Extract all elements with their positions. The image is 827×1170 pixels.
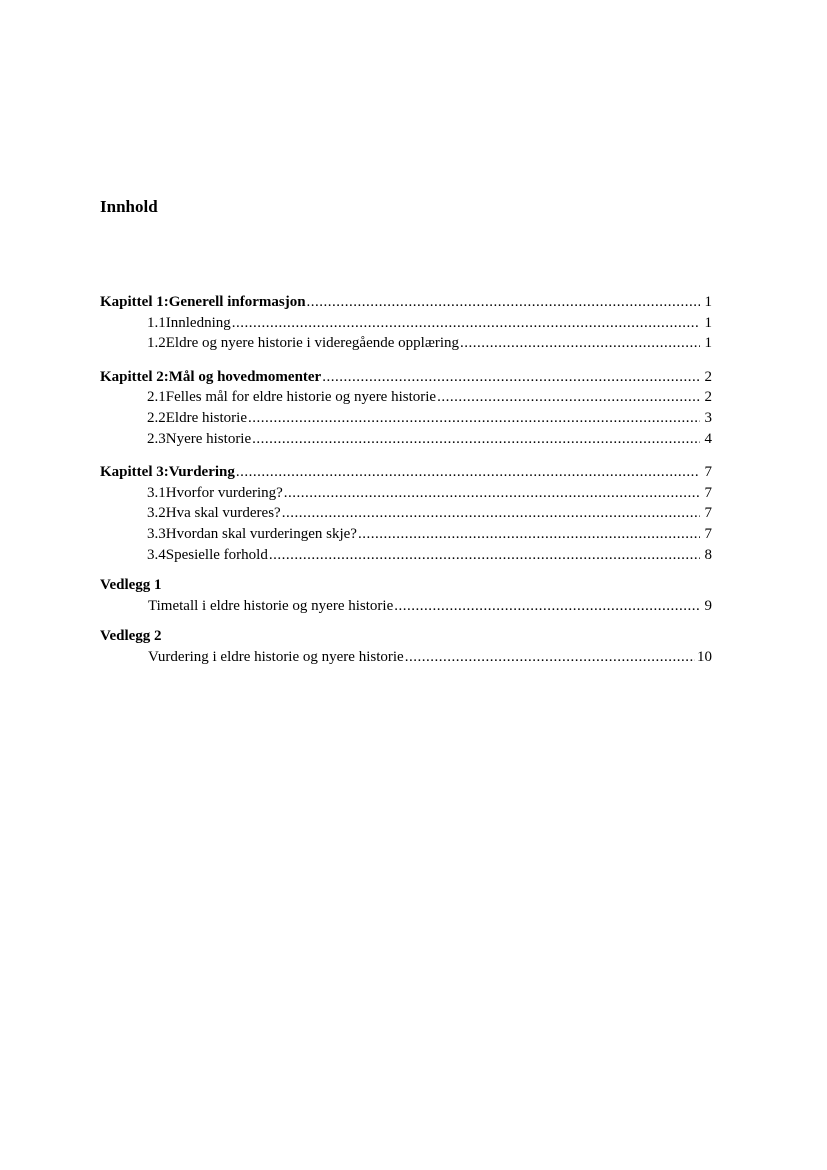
spacer <box>100 449 712 462</box>
section-title: Innledning <box>165 314 231 331</box>
chapter-title: Mål og hovedmomenter <box>168 368 322 385</box>
toc-entry-2-1[interactable] <box>100 387 712 408</box>
section-title: Hva skal vurderes? <box>165 505 281 522</box>
toc-entry-1-2[interactable] <box>100 333 712 354</box>
dot-leader <box>405 647 695 668</box>
page-number: 1 <box>704 314 712 331</box>
page-number: 10 <box>697 648 712 665</box>
appendix-1-label: Vedlegg 1 <box>100 577 162 594</box>
page-number: 7 <box>704 464 712 481</box>
section-title: Eldre og nyere historie i videregående opplæring <box>165 335 459 352</box>
dot-leader <box>460 333 700 354</box>
chapter-label: Kapittel 1: <box>100 294 169 310</box>
section-title: Hvorfor vurdering? <box>165 484 283 501</box>
section-number: 2.1 <box>147 389 166 406</box>
appendix-title: Timetall i eldre historie og nyere historie <box>148 597 394 614</box>
toc-title: Innhold <box>100 197 158 216</box>
chapter-title: Vurdering <box>168 464 235 481</box>
toc-entry-2-3[interactable] <box>100 429 712 450</box>
dot-leader <box>236 462 700 483</box>
appendix-2-label: Vedlegg 2 <box>100 628 162 645</box>
section-title: Hvordan skal vurderingen skje? <box>165 525 357 542</box>
page-number: 4 <box>704 430 712 447</box>
section-number: 2.3 <box>147 430 166 447</box>
dot-leader <box>232 313 700 334</box>
page-number: 2 <box>704 389 712 406</box>
toc-entry-3-1[interactable] <box>100 483 712 504</box>
chapter-label: Kapittel 2: <box>100 368 169 385</box>
dot-leader <box>269 545 700 566</box>
appendix-title: Vurdering i eldre historie og nyere historie <box>148 648 404 665</box>
spacer <box>100 565 712 575</box>
section-number: 2.2 <box>147 409 166 426</box>
page-number: 1 <box>704 335 712 352</box>
toc-entry-chapter-1[interactable] <box>100 292 712 313</box>
page-number: 7 <box>704 484 712 501</box>
dot-leader <box>307 292 700 313</box>
section-title: Felles mål for eldre historie og nyere historie <box>165 389 437 406</box>
dot-leader <box>284 483 700 504</box>
section-number: 3.4 <box>147 546 166 563</box>
section-title: Nyere historie <box>165 430 252 447</box>
page-number: 3 <box>704 409 712 426</box>
toc-entry-appendix-1[interactable] <box>100 596 712 617</box>
section-number: 3.1 <box>147 484 166 501</box>
toc-entry-2-2[interactable] <box>100 408 712 429</box>
table-of-contents <box>100 292 712 668</box>
dot-leader <box>437 387 700 408</box>
dot-leader <box>322 367 700 388</box>
page-number: 7 <box>704 505 712 522</box>
dot-leader <box>394 596 700 617</box>
section-number: 1.2 <box>147 335 166 352</box>
page-number: 1 <box>704 294 712 310</box>
section-number: 3.2 <box>147 505 166 522</box>
page-number: 2 <box>704 368 712 385</box>
toc-entry-chapter-2[interactable] <box>100 367 712 388</box>
toc-entry-chapter-3[interactable] <box>100 462 712 483</box>
section-number: 1.1 <box>147 314 166 331</box>
toc-entry-appendix-2[interactable] <box>100 647 712 668</box>
dot-leader <box>282 503 700 524</box>
spacer <box>100 616 712 626</box>
section-title: Eldre historie <box>165 409 247 426</box>
dot-leader <box>248 408 700 429</box>
section-title: Spesielle forhold <box>165 546 268 563</box>
page-number: 7 <box>704 525 712 542</box>
dot-leader <box>358 524 700 545</box>
toc-entry-3-4[interactable] <box>100 545 712 566</box>
page-number: 9 <box>704 597 712 614</box>
toc-entry-3-2[interactable] <box>100 503 712 524</box>
dot-leader <box>252 429 700 450</box>
chapter-label: Kapittel 3: <box>100 464 169 481</box>
spacer <box>100 354 712 367</box>
chapter-title: Generell informasjon <box>168 294 306 310</box>
toc-entry-3-3[interactable] <box>100 524 712 545</box>
toc-entry-1-1[interactable] <box>100 313 712 334</box>
page-number: 8 <box>704 546 712 563</box>
section-number: 3.3 <box>147 525 166 542</box>
